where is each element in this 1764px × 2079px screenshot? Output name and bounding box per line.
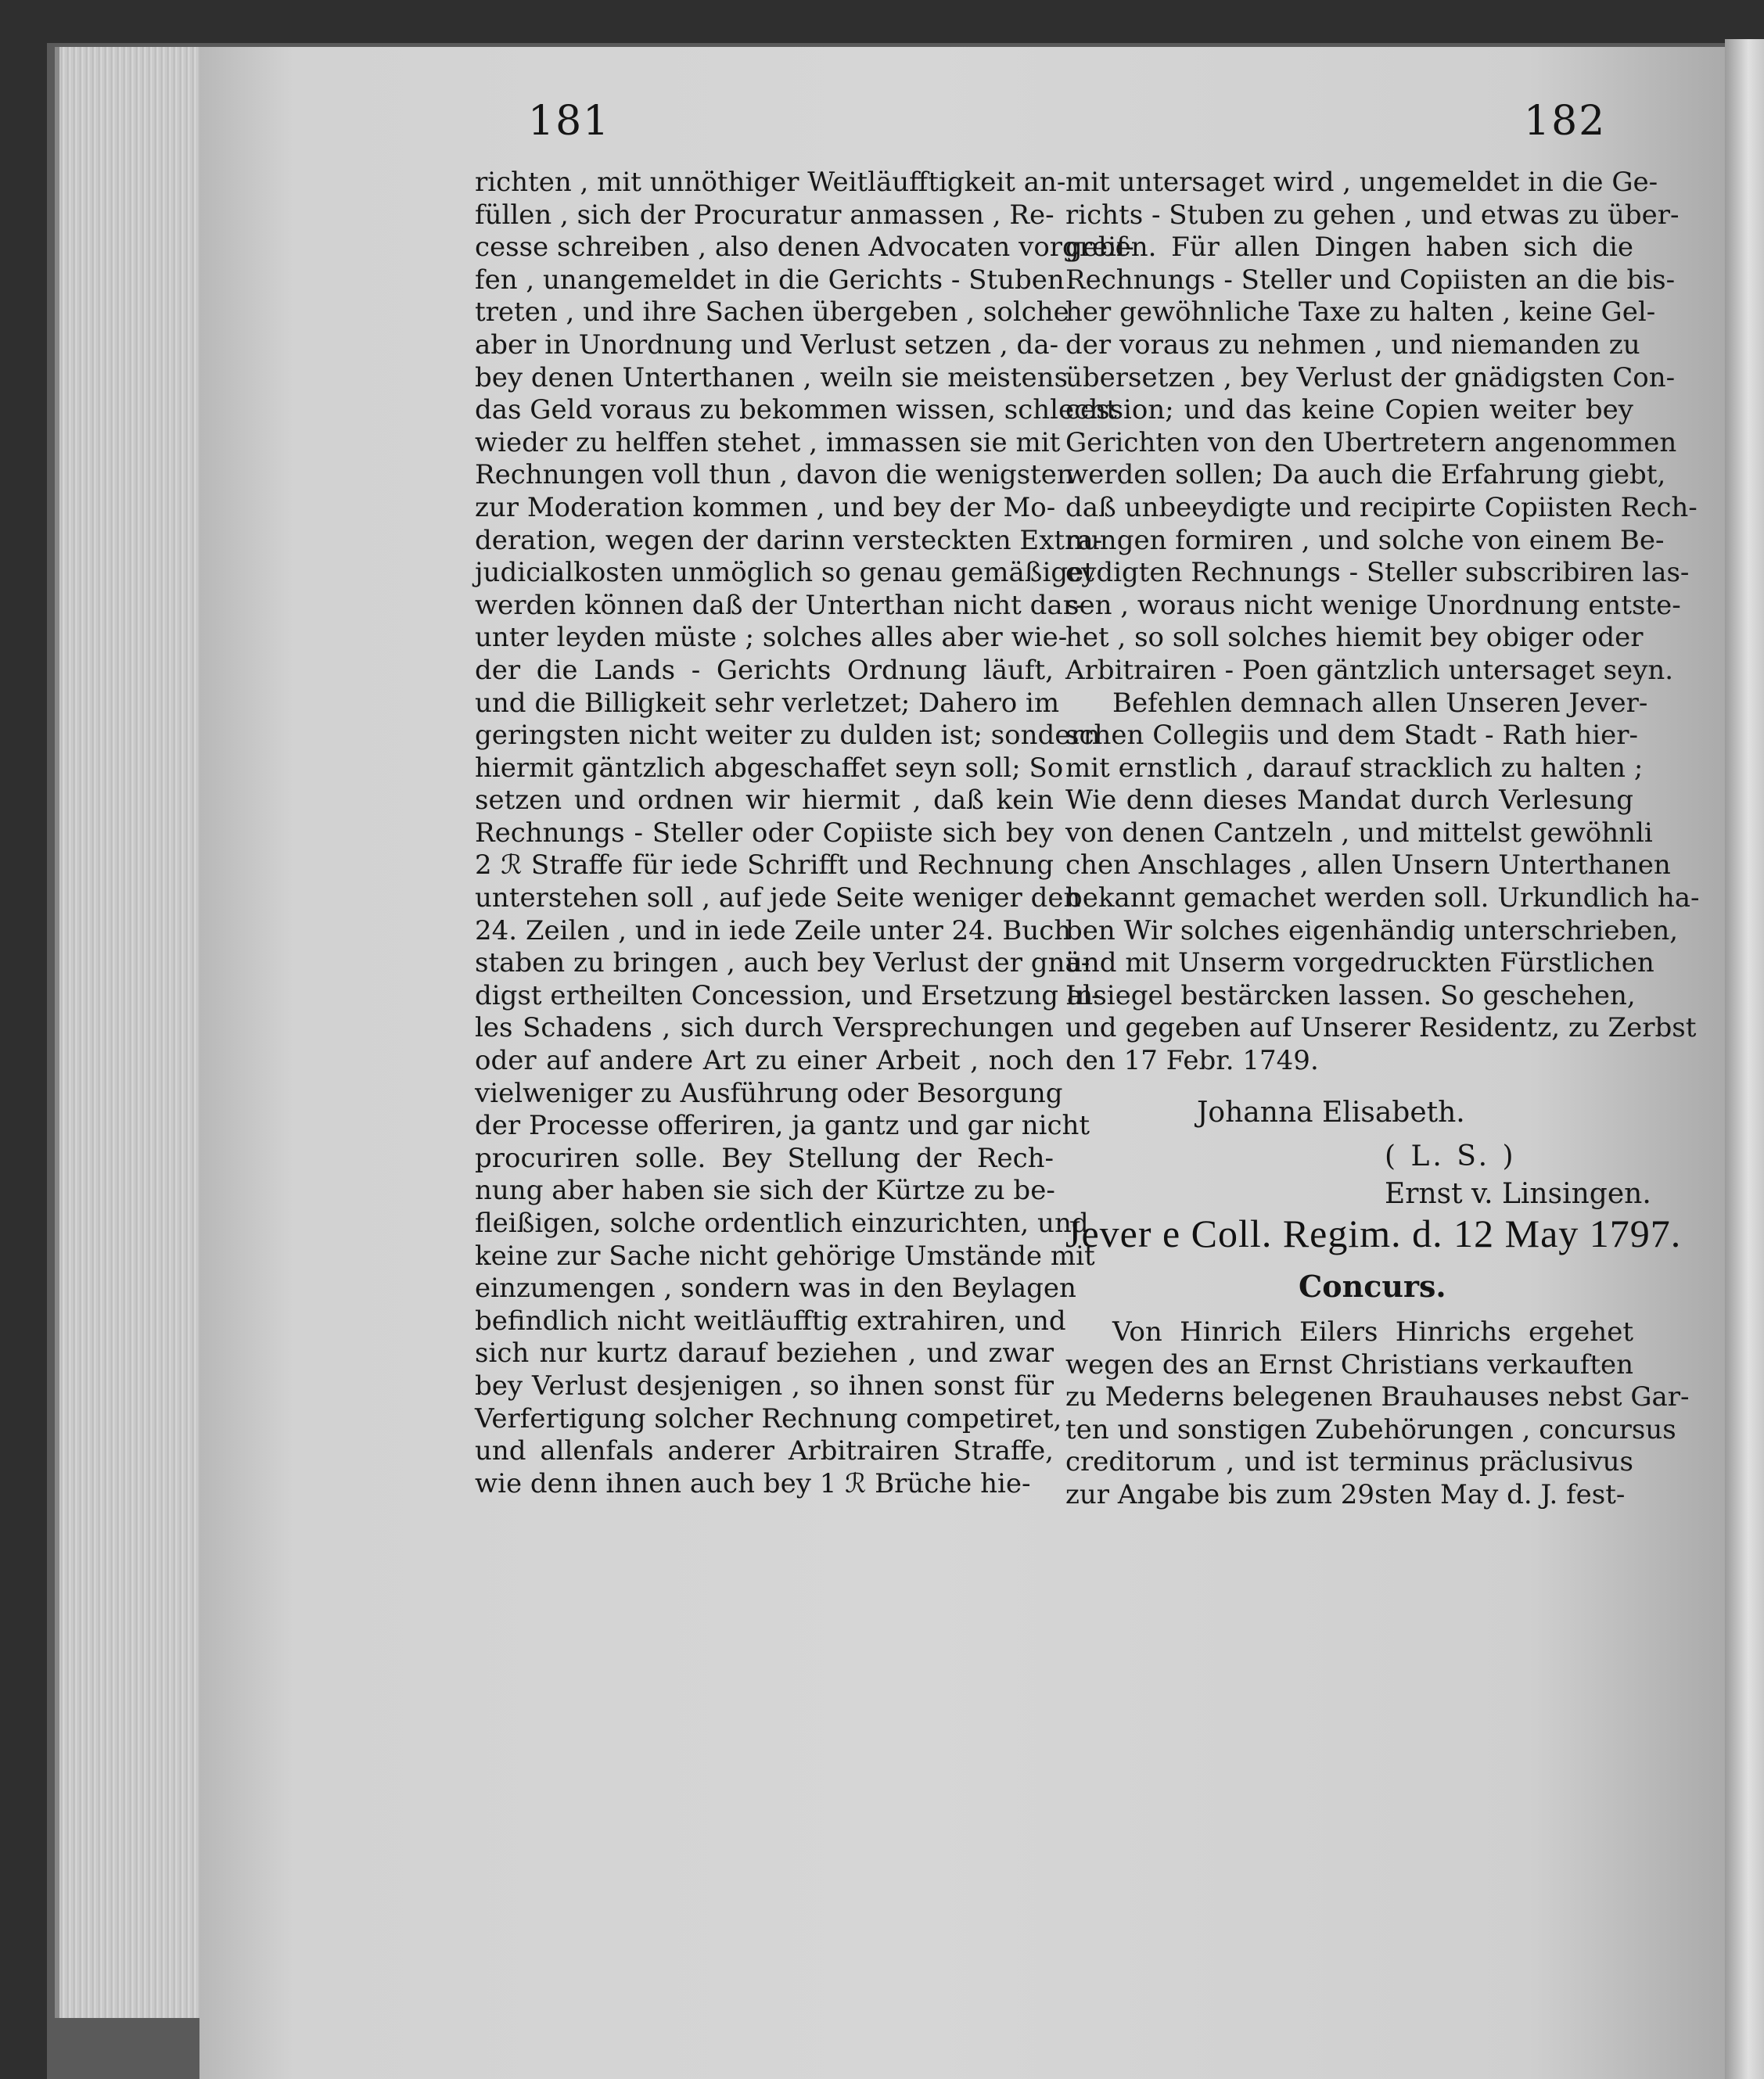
text-line: setzen und ordnen wir hiermit , daß kein	[475, 785, 1054, 817]
text-line: unterstehen soll , auf jede Seite weniger den	[475, 882, 1081, 914]
text-line: wieder zu helffen stehet , immassen sie mit	[475, 426, 1061, 458]
text-line: geringsten nicht weiter zu dulden ist; sondern	[475, 720, 1101, 752]
concurs-heading: Concurs.	[1299, 1269, 1446, 1304]
text-line: wie denn ihnen auch bey 1 ℛ Brüche hie-	[475, 1467, 1031, 1499]
text-line: treten , und ihre Sachen übergeben , solche	[475, 296, 1069, 329]
text-line: richten , mit unnöthiger Weitläufftigkeit an-	[475, 167, 1066, 198]
text-line: bey Verlust desjenigen , so ihnen sonst für	[475, 1370, 1054, 1402]
text-line: der Processe offeriren, ja gantz und gar nicht	[475, 1110, 1090, 1142]
text-line: das Geld voraus zu bekommen wissen, schlecht	[475, 394, 1117, 426]
text-line: chen Anschlages , allen Unsern Unterthanen	[1065, 849, 1671, 882]
text-line: keine zur Sache nicht gehörige Umstände mit	[475, 1240, 1095, 1272]
text-line: staben zu bringen , auch bey Verlust der gnä-	[475, 947, 1090, 979]
text-line: Rechnungs - Steller und Copiisten an die bis-	[1065, 264, 1676, 296]
text-line: hiermit gäntzlich abgeschaffet seyn soll; So	[475, 752, 1064, 784]
text-line: aber in Unordnung und Verlust setzen , da-	[475, 329, 1059, 361]
text-line: werden können daß der Unterthan nicht dar-	[475, 589, 1085, 621]
text-line: mit untersaget wird , ungemeldet in die Ge-	[1065, 167, 1658, 198]
text-line: Verfertigung solcher Rechnung competiret,	[475, 1402, 1062, 1434]
text-line: her gewöhnliche Taxe zu halten , keine Gel-	[1065, 296, 1656, 329]
text-line: bekannt gemachet werden soll. Urkundlich ha-	[1065, 882, 1700, 914]
text-line: cession; und das keine Copien weiter bey	[1065, 394, 1633, 426]
text-line: digst ertheilten Concession, und Ersetzung al-	[475, 979, 1101, 1011]
text-line: befindlich nicht weitläufftig extrahiren, und	[475, 1305, 1066, 1337]
text-line: sen , woraus nicht wenige Unordnung entste-	[1065, 589, 1681, 621]
concurs-text	[1065, 1316, 1690, 1512]
text-line: Insiegel bestärcken lassen. So geschehen,	[1065, 979, 1636, 1011]
text-line: het , so soll solches hiemit bey obiger oder	[1065, 622, 1644, 654]
text-line: judicialkosten unmöglich so genau gemäßiget	[475, 557, 1094, 589]
text-line: einzumengen , sondern was in den Beylagen	[475, 1273, 1076, 1305]
signature-official: Ernst v. Linsingen.	[1385, 1178, 1651, 1210]
page-edges	[55, 47, 216, 2018]
text-line: Rechnungs - Steller oder Copiiste sich bey	[475, 817, 1054, 849]
text-line: zu Mederns belegenen Brauhauses nebst Gar-	[1065, 1381, 1690, 1413]
text-line: procuriren solle. Bey Stellung der Rech-	[475, 1142, 1054, 1174]
text-line: unter leyden müste ; solches alles aber wie-	[475, 622, 1068, 654]
text-line: ben Wir solches eigenhändig unterschrieben,	[1065, 914, 1679, 946]
text-line: cesse schreiben , also denen Advocaten vorgreif-	[475, 232, 1134, 264]
seal-mark: ( L. S. )	[1385, 1140, 1517, 1172]
text-line: und allenfals anderer Arbitrairen Straffe,	[475, 1435, 1054, 1467]
text-line: füllen , sich der Procuratur anmassen , Re-	[475, 199, 1054, 231]
text-line: und mit Unserm vorgedruckten Fürstlichen	[1065, 947, 1654, 979]
text-line: daß unbeeydigte und recipirte Copiisten Rech-	[1065, 491, 1698, 523]
text-line: nungen formiren , und solche von einem Be-	[1065, 524, 1665, 556]
text-line: deration, wegen der darinn versteckten Extra-	[475, 524, 1103, 556]
text-line: schen Collegiis und dem Stadt - Rath hier-	[1065, 720, 1639, 752]
left-page-number: 181	[528, 98, 611, 145]
text-line: wegen des an Ernst Christians verkauften	[1065, 1348, 1633, 1381]
text-line: übersetzen , bey Verlust der gnädigsten Con-	[1065, 361, 1676, 393]
text-line: zur Angabe bis zum 29sten May d. J. fest-	[1065, 1478, 1626, 1510]
text-line: geben. Für allen Dingen haben sich die	[1065, 232, 1633, 264]
text-line: nung aber haben sie sich der Kürtze zu be-	[475, 1175, 1055, 1207]
text-line: und die Billigkeit sehr verletzet; Dahero im	[475, 687, 1060, 719]
text-line: fen , unangemeldet in die Gerichts - Stuben	[475, 264, 1065, 296]
text-line: den 17 Febr. 1749.	[1065, 1045, 1319, 1077]
text-line: Gerichten von den Ubertretern angenommen	[1065, 426, 1677, 458]
text-line: und gegeben auf Unserer Residentz, zu Zerbst	[1065, 1012, 1697, 1044]
text-line: Wie denn dieses Mandat durch Verlesung	[1065, 785, 1633, 817]
text-line: richts - Stuben zu gehen , und etwas zu über-	[1065, 199, 1680, 231]
text-line: bey denen Unterthanen , weiln sie meistens	[475, 361, 1069, 393]
text-line: ten und sonstigen Zubehörungen , concursus	[1065, 1413, 1676, 1445]
text-line: der voraus zu nehmen , und niemanden zu	[1065, 329, 1640, 361]
right-column-text	[1065, 167, 1700, 1078]
text-line: eydigten Rechnungs - Steller subscribiren las-	[1065, 557, 1690, 589]
text-line: vielweniger zu Ausführung oder Besorgung	[475, 1077, 1063, 1109]
text-line: werden sollen; Da auch die Erfahrung giebt,	[1065, 459, 1666, 491]
text-line: zur Moderation kommen , und bey der Mo-	[475, 491, 1056, 523]
text-line: Rechnungen voll thun , davon die wenigsten	[475, 459, 1074, 491]
text-line: creditorum , und ist terminus präclusivus	[1065, 1446, 1633, 1478]
text-line: der die Lands - Gerichts Ordnung läuft,	[475, 654, 1054, 686]
right-page-edge	[1725, 39, 1764, 2079]
text-line: 2 ℛ Straffe für iede Schrifft und Rechnung	[475, 849, 1054, 882]
text-line: Befehlen demnach allen Unseren Jever-	[1112, 687, 1648, 719]
signature-name: Johanna Elisabeth.	[1197, 1097, 1465, 1129]
text-line: 24. Zeilen , und in iede Zeile unter 24. Buch	[475, 914, 1072, 946]
left-column-text	[475, 167, 1134, 1500]
text-line: oder auf andere Art zu einer Arbeit , noch	[475, 1045, 1054, 1077]
text-line: Arbitrairen - Poen gäntzlich untersaget seyn.	[1065, 654, 1674, 686]
right-page-number: 182	[1524, 98, 1607, 145]
text-line: Von Hinrich Eilers Hinrichs ergehet	[1112, 1316, 1633, 1348]
text-line: sich nur kurtz darauf beziehen , und zwar	[475, 1338, 1054, 1370]
text-line: les Schadens , sich durch Versprechungen	[475, 1012, 1054, 1044]
text-line: von denen Cantzeln , und mittelst gewöhnli	[1065, 817, 1653, 849]
text-line: fleißigen, solche ordentlich einzurichten, und	[475, 1208, 1089, 1239]
text-line: mit ernstlich , darauf stracklich zu halten ;	[1065, 752, 1644, 784]
jever-dateline: Jever e Coll. Regim. d. 12 May 1797.	[1065, 1212, 1682, 1255]
